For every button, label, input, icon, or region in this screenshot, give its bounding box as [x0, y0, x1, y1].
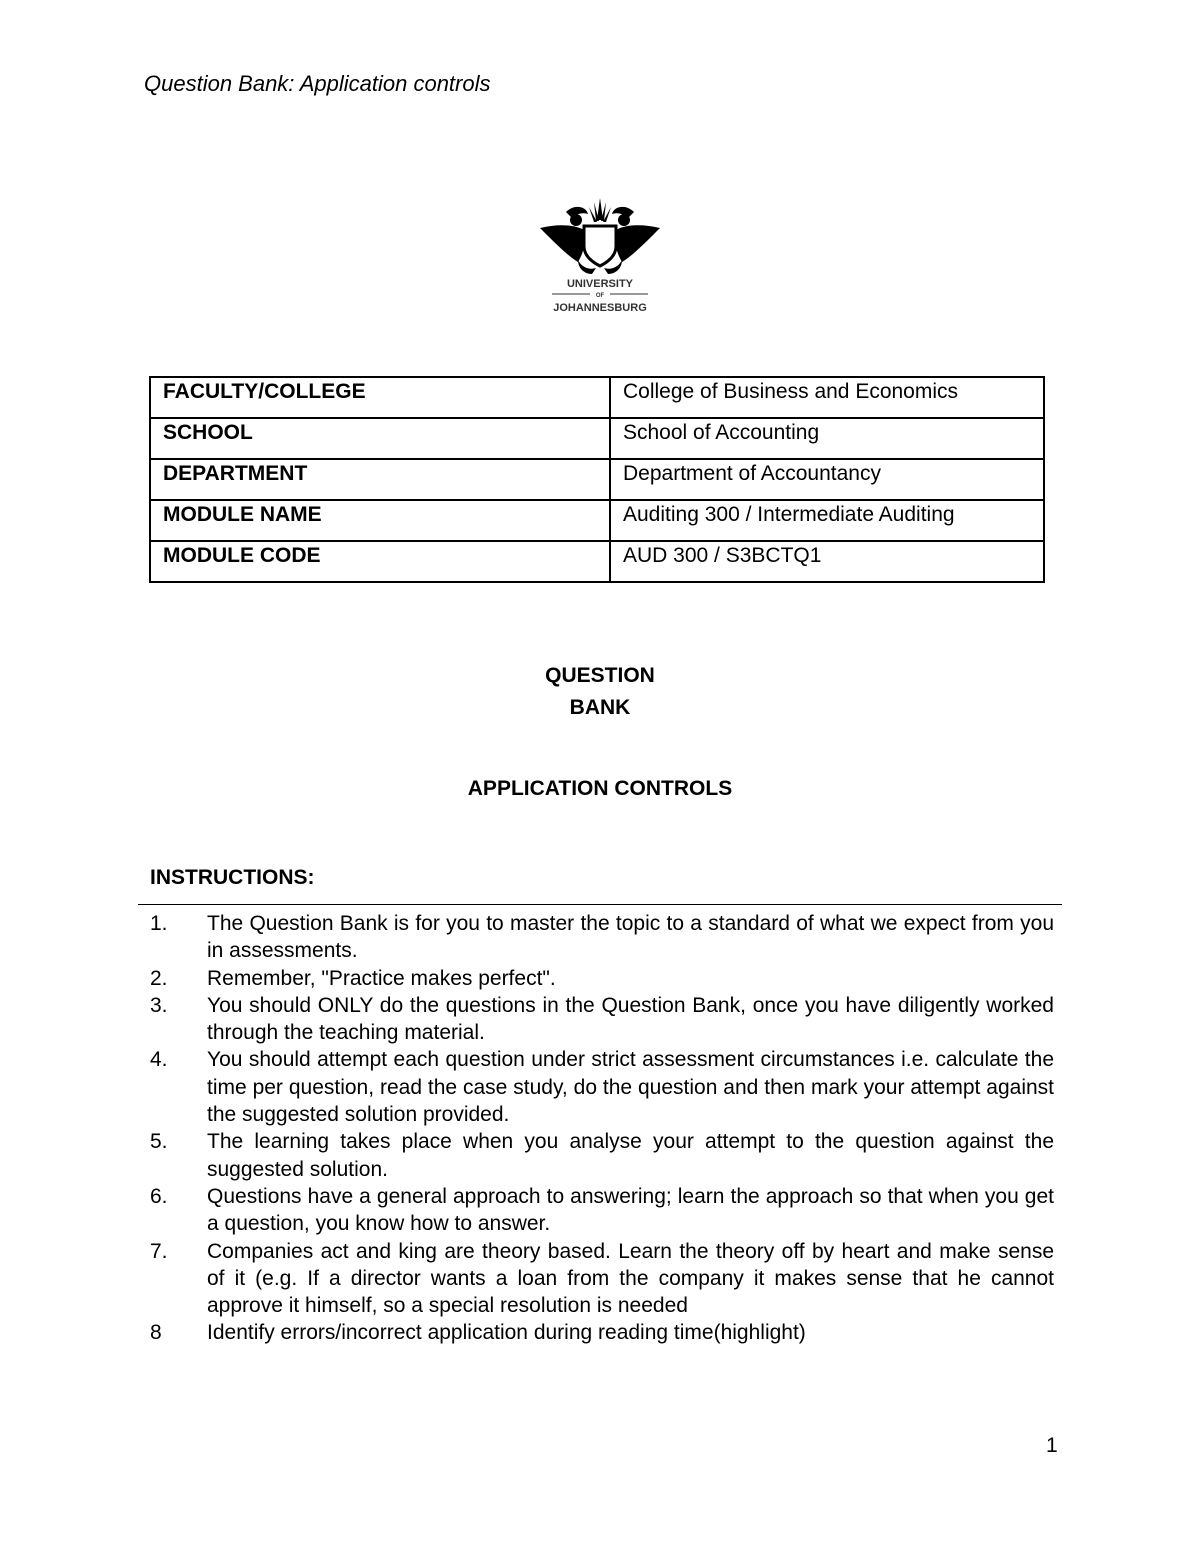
instruction-item	[150, 1128, 1054, 1183]
university-logo	[530, 190, 670, 320]
instruction-item	[150, 965, 1054, 992]
info-label: SCHOOL	[150, 418, 610, 459]
instruction-number: 8	[150, 1321, 162, 1345]
instruction-text: You should attempt each question under strict assessment circumstances i.e. calculate the time per question, read the case study, do the question and then mark your attempt against the suggested solution provided.	[207, 1048, 1054, 1127]
info-value: College of Business and Economics	[610, 377, 1044, 418]
logo-line-johannesburg: JOHANNESBURG	[553, 302, 647, 314]
info-label: MODULE NAME	[150, 500, 610, 541]
instruction-item	[150, 1319, 1054, 1346]
module-info-table	[149, 376, 1045, 583]
page-number: 1	[1046, 1434, 1058, 1457]
instruction-number: 2.	[150, 966, 168, 990]
title-bank: BANK	[569, 696, 631, 719]
instruction-item	[150, 1046, 1054, 1128]
instruction-number: 1.	[150, 912, 168, 935]
instruction-item	[150, 992, 1054, 1047]
running-header: Question Bank: Application controls	[144, 71, 491, 96]
logo-line-of: OF	[595, 293, 605, 299]
instructions-list	[150, 910, 1054, 1347]
title-question: QUESTION	[545, 664, 655, 687]
title-application-controls: APPLICATION CONTROLS	[467, 777, 733, 800]
info-row	[150, 500, 1044, 541]
instruction-number: 5.	[150, 1130, 168, 1154]
instruction-text: Identify errors/incorrect application during reading time(highlight)	[207, 1321, 806, 1345]
instruction-text: The Question Bank is for you to master the topic to a standard of what we expect from you in assessments.	[207, 912, 1054, 963]
instruction-number: 7.	[150, 1239, 168, 1263]
instruction-number: 6.	[150, 1184, 168, 1208]
info-row	[150, 377, 1044, 418]
info-value: AUD 300 / S3BCTQ1	[610, 541, 1044, 582]
instructions-heading: INSTRUCTIONS:	[150, 866, 315, 889]
instruction-item	[150, 1183, 1054, 1238]
info-row	[150, 418, 1044, 459]
instruction-item	[150, 910, 1054, 965]
info-label: FACULTY/COLLEGE	[150, 377, 610, 418]
instruction-text: Remember, "Practice makes perfect".	[207, 966, 556, 990]
instruction-number: 4.	[150, 1048, 168, 1072]
info-row	[150, 459, 1044, 500]
university-of-johannesburg-logo-icon	[530, 190, 670, 320]
info-label: MODULE CODE	[150, 541, 610, 582]
info-row	[150, 541, 1044, 582]
instruction-text: Questions have a general approach to answering; learn the approach so that when you get a question, you know how to answer.	[207, 1184, 1054, 1236]
instruction-text: The learning takes place when you analyse your attempt to the question against the suggested solution.	[207, 1130, 1054, 1181]
logo-line-university: UNIVERSITY	[566, 278, 634, 290]
info-value: Auditing 300 / Intermediate Auditing	[610, 500, 1044, 541]
instruction-number: 3.	[150, 993, 168, 1017]
info-label: DEPARTMENT	[150, 459, 610, 500]
instruction-text: You should ONLY do the questions in the Question Bank, once you have diligently worked through the teaching material.	[207, 993, 1054, 1045]
instruction-item	[150, 1238, 1054, 1320]
info-value: School of Accounting	[610, 418, 1044, 459]
instruction-text: Companies act and king are theory based. Learn the theory off by heart and make sense of it (e.g. If a director wants a loan from the company it makes sense that he cannot approve it himself, so a special resolution is needed	[207, 1239, 1054, 1318]
info-value: Department of Accountancy	[610, 459, 1044, 500]
instructions-divider	[138, 904, 1062, 905]
